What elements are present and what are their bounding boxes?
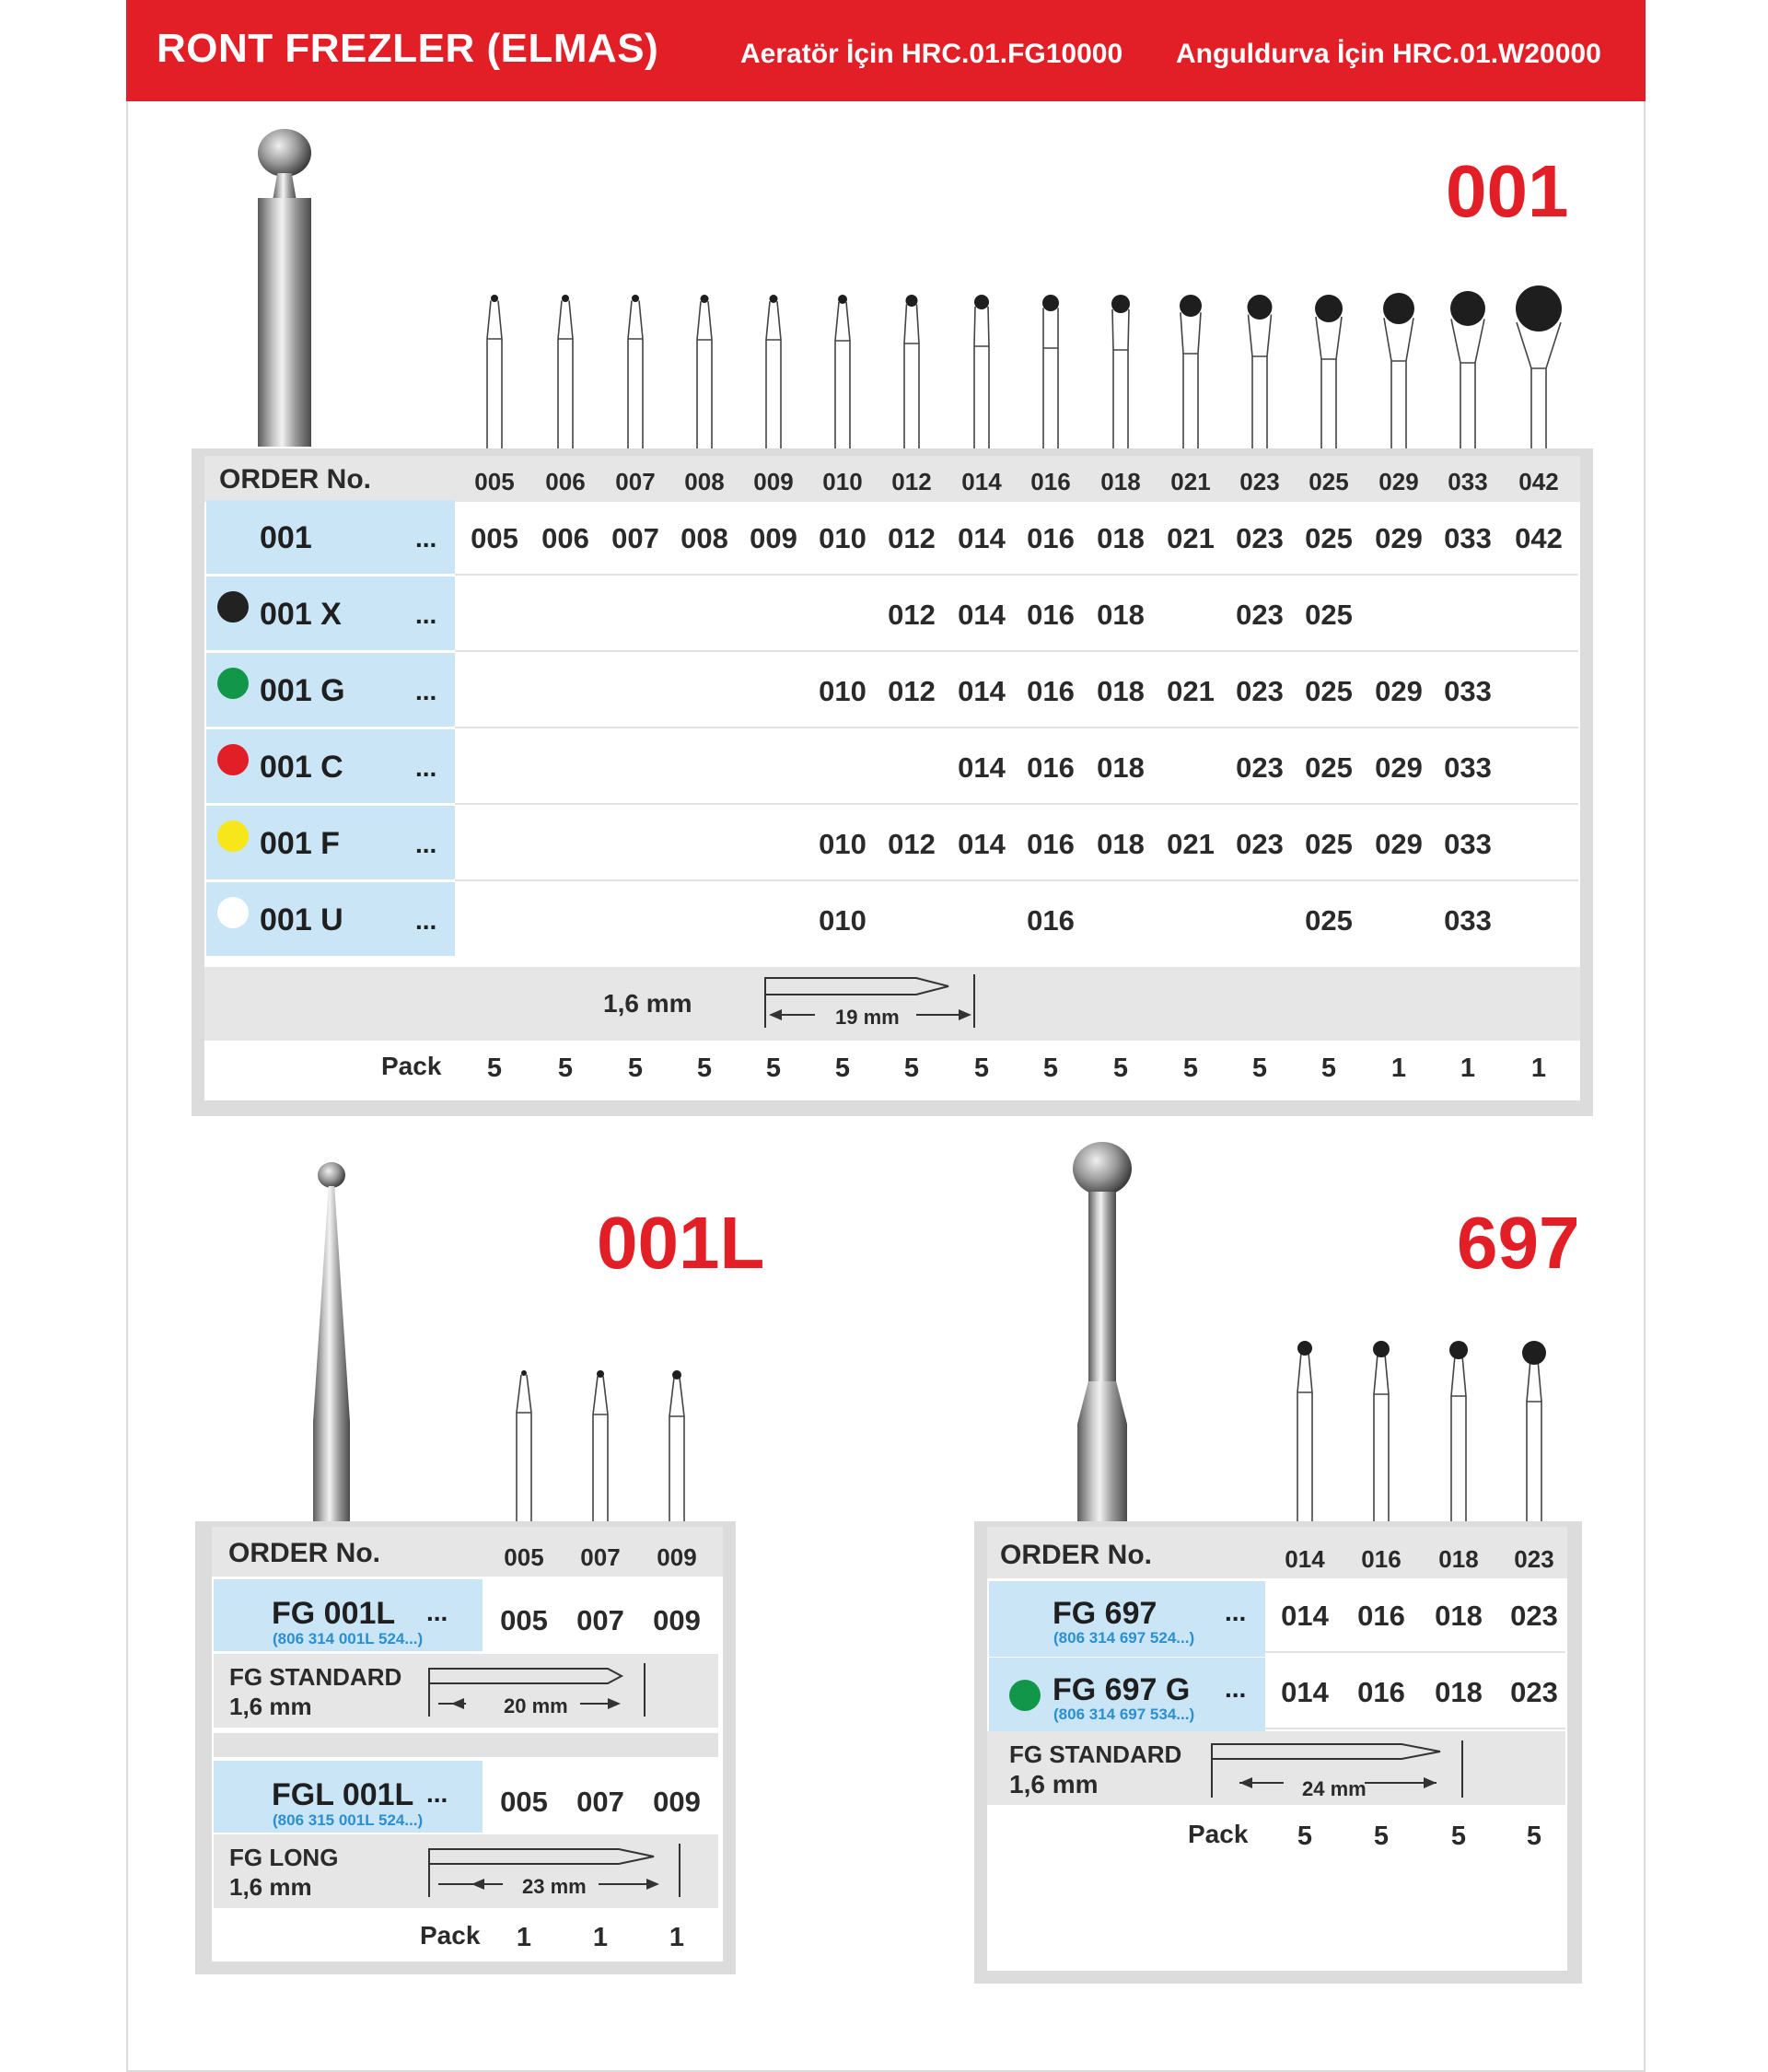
pack-label-697: Pack [1188, 1820, 1249, 1848]
pack-value: 1 [1460, 1053, 1476, 1083]
column-header: 007 [580, 1543, 621, 1571]
row-ref-code: (806 314 001L 524...) [273, 1630, 424, 1647]
color-dot-icon [217, 668, 249, 699]
pack-value: 1 [516, 1923, 532, 1952]
bur-ball [1248, 295, 1273, 320]
column-header: 008 [684, 468, 725, 495]
bur-ball [1373, 1341, 1390, 1357]
column-header: 033 [1448, 468, 1488, 495]
table-cell: 016 [1027, 904, 1075, 937]
row-divider [455, 727, 1578, 728]
color-dot-icon [217, 744, 249, 775]
pack-value: 5 [1320, 1053, 1337, 1083]
pack-value: 5 [903, 1053, 920, 1083]
bur-drawing-svg [945, 285, 1018, 458]
header-bar [126, 0, 1646, 101]
bur-drawing-svg [1497, 1332, 1571, 1538]
bur-drawing-svg [1014, 285, 1088, 458]
table-cell: 014 [1281, 1600, 1329, 1632]
bur-shank-image [1077, 1381, 1127, 1523]
table-cell: 012 [888, 675, 936, 707]
bur-drawing-svg [1422, 1332, 1495, 1538]
pack-value: 1 [1390, 1053, 1407, 1083]
table-cell: 018 [1097, 599, 1145, 631]
bur-drawing-svg [487, 1361, 561, 1538]
row-ref-code: (806 315 001L 524...) [273, 1811, 424, 1829]
table-cell: 010 [819, 828, 867, 860]
pack-value: 5 [1526, 1822, 1542, 1851]
table-cell: 016 [1357, 1676, 1405, 1708]
bur-length-fg: 20 mm [504, 1694, 568, 1717]
table-cell: 012 [888, 599, 936, 631]
table-cell: 016 [1027, 828, 1075, 860]
table-cell: 021 [1167, 522, 1215, 554]
bur-drawing-svg [668, 285, 741, 458]
row-name: 001 [260, 520, 312, 555]
row-more-dots: ... [1225, 1674, 1247, 1703]
pack-label-001: Pack [381, 1052, 442, 1080]
shank-diameter: 1,6 mm [603, 989, 692, 1018]
bur-ball [1449, 1341, 1468, 1359]
table-cell: 025 [1305, 599, 1353, 631]
pack-value: 5 [1297, 1822, 1313, 1851]
table-cell: 023 [1236, 522, 1284, 554]
row-name: 001 F [260, 826, 340, 861]
table-cell: 009 [750, 522, 797, 554]
table-cell: 025 [1305, 904, 1353, 937]
row-more-dots: ... [415, 600, 437, 629]
table-cell: 042 [1515, 522, 1563, 554]
column-header: 005 [504, 1543, 544, 1571]
row-divider [455, 803, 1578, 805]
bur-ball [562, 295, 569, 302]
bur-drawing-svg [1431, 282, 1505, 458]
table-cell: 016 [1027, 675, 1075, 707]
section-001-code: 001 [1446, 150, 1569, 232]
page-title: RONT FREZLER (ELMAS) [157, 26, 659, 71]
column-header: 005 [474, 468, 515, 495]
table-cell: 009 [653, 1604, 701, 1636]
bur-head-image [258, 129, 311, 177]
fg-long-label: FG LONG [229, 1844, 339, 1871]
angulduruva-code: Anguldurva İçin HRC.01.W20000 [1176, 39, 1601, 69]
column-header: 018 [1100, 468, 1141, 495]
fg-standard-label: FG STANDARD [229, 1663, 402, 1691]
table-cell: 014 [958, 751, 1006, 784]
table-001L-separator [214, 1733, 718, 1757]
column-header: 029 [1378, 468, 1419, 495]
bur-drawing-svg [1502, 276, 1576, 458]
bur-drawing-svg [1292, 285, 1366, 458]
bur-ball [1450, 291, 1485, 326]
bur-drawing-svg [806, 285, 879, 458]
row-name-fgl-001L: FGL 001L [272, 1777, 414, 1812]
table-cell: 007 [611, 522, 659, 554]
table-cell: 012 [888, 828, 936, 860]
table-cell: 018 [1097, 828, 1145, 860]
column-header: 014 [1285, 1545, 1325, 1573]
pack-value: 5 [834, 1053, 851, 1083]
table-cell: 014 [958, 522, 1006, 554]
table-cell: 010 [819, 904, 867, 937]
pack-value: 5 [973, 1053, 990, 1083]
table-cell: 007 [576, 1604, 624, 1636]
row-name: FG 697 G [1053, 1672, 1191, 1707]
table-cell: 023 [1510, 1676, 1558, 1708]
pack-value: 5 [627, 1053, 644, 1083]
row-more-dots: ... [426, 1598, 448, 1626]
bur-ball [1111, 295, 1130, 313]
table-cell: 029 [1375, 522, 1423, 554]
column-header: 006 [545, 468, 586, 495]
fg-standard-label: FG STANDARD [1009, 1740, 1182, 1768]
table-cell: 018 [1435, 1676, 1483, 1708]
bur-drawing-svg [564, 1361, 637, 1538]
table-cell: 033 [1444, 751, 1492, 784]
row-ref-code: (806 314 697 534...) [1053, 1705, 1195, 1723]
bur-drawing-svg [1362, 284, 1436, 458]
bur-drawing-svg [1344, 1332, 1418, 1538]
table-cell: 033 [1444, 828, 1492, 860]
column-header: 007 [615, 468, 656, 495]
row-divider [1265, 1651, 1565, 1653]
table-cell: 014 [958, 599, 1006, 631]
column-header: 012 [891, 468, 932, 495]
table-cell: 033 [1444, 675, 1492, 707]
bur-drawing-svg [599, 285, 672, 458]
row-ref-code: (806 314 697 524...) [1053, 1629, 1195, 1647]
bur-ball [906, 295, 918, 307]
column-header: 014 [961, 468, 1002, 495]
table-cell: 016 [1027, 599, 1075, 631]
order-no-label: ORDER No. [1000, 1540, 1152, 1570]
table-cell: 018 [1097, 675, 1145, 707]
table-cell: 023 [1510, 1600, 1558, 1632]
bur-drawing-svg [458, 285, 531, 458]
row-divider [455, 650, 1578, 652]
row-name: FG 697 [1053, 1596, 1157, 1631]
table-cell: 010 [819, 675, 867, 707]
fg-standard-shank: 1,6 mm [1009, 1770, 1099, 1798]
pack-value: 5 [1373, 1822, 1390, 1851]
row-name: 001 C [260, 750, 343, 785]
bur-ball [1383, 293, 1414, 324]
table-cell: 029 [1375, 751, 1423, 784]
table-cell: 005 [500, 1604, 548, 1636]
table-cell: 010 [819, 522, 867, 554]
column-header: 010 [822, 468, 863, 495]
table-cell: 012 [888, 522, 936, 554]
column-header: 023 [1514, 1545, 1554, 1573]
row-name-fg-001L: FG 001L [272, 1596, 396, 1631]
pack-value: 5 [486, 1053, 503, 1083]
bur-ball [521, 1370, 527, 1376]
bur-drawing-svg [1268, 1332, 1342, 1538]
order-no-label: ORDER No. [219, 464, 371, 495]
row-divider [1265, 1728, 1565, 1729]
section-001L-code: 001L [597, 1202, 765, 1284]
bur-drawing-svg [529, 285, 602, 458]
bur-drawing-svg [1154, 285, 1227, 458]
table-cell: 018 [1097, 522, 1145, 554]
bur-ball [838, 295, 847, 304]
row-name: 001 X [260, 597, 342, 632]
color-dot-icon [217, 591, 249, 623]
bur-ball [491, 295, 498, 302]
pack-value: 5 [1042, 1053, 1059, 1083]
column-header: 021 [1170, 468, 1211, 495]
bur-ball [770, 295, 778, 303]
bur-ball [1522, 1341, 1546, 1365]
table-cell: 007 [576, 1786, 624, 1818]
row-name: 001 G [260, 673, 345, 708]
pack-value: 1 [592, 1923, 609, 1952]
table-cell: 023 [1236, 599, 1284, 631]
column-header: 023 [1239, 468, 1280, 495]
table-cell: 005 [471, 522, 518, 554]
table-cell: 021 [1167, 828, 1215, 860]
table-cell: 006 [541, 522, 589, 554]
bur-ball [1315, 295, 1343, 322]
table-cell: 009 [653, 1786, 701, 1818]
table-cell: 016 [1027, 751, 1075, 784]
row-more-dots: ... [1225, 1598, 1247, 1626]
table-cell: 014 [958, 828, 1006, 860]
pack-value: 5 [557, 1053, 574, 1083]
pack-value: 1 [669, 1923, 685, 1952]
row-more-dots: ... [415, 753, 437, 782]
table-cell: 033 [1444, 904, 1492, 937]
table-cell: 016 [1357, 1600, 1405, 1632]
table-cell: 021 [1167, 675, 1215, 707]
pack-value: 5 [1251, 1053, 1268, 1083]
row-name: 001 U [260, 902, 343, 937]
order-no-label: ORDER No. [228, 1538, 380, 1568]
table-cell: 023 [1236, 828, 1284, 860]
bur-ball [1042, 295, 1059, 311]
bur-shank-image [313, 1420, 350, 1521]
pack-value: 5 [1112, 1053, 1129, 1083]
pack-value: 5 [696, 1053, 713, 1083]
column-header: 016 [1030, 468, 1071, 495]
table-cell: 025 [1305, 828, 1353, 860]
table-cell: 029 [1375, 828, 1423, 860]
bur-ball [1516, 285, 1562, 332]
color-dot-icon [1009, 1680, 1041, 1711]
column-header: 042 [1518, 468, 1559, 495]
bur-length-697: 24 mm [1302, 1777, 1367, 1800]
bur-drawing-svg [640, 1361, 714, 1538]
bur-ball [1297, 1341, 1312, 1356]
bur-drawing-svg [1223, 285, 1297, 458]
table-cell: 008 [680, 522, 728, 554]
aerator-code: Aeratör İçin HRC.01.FG10000 [740, 39, 1123, 69]
row-divider [455, 574, 1578, 576]
bur-ball [597, 1370, 604, 1378]
bur-ball [672, 1370, 681, 1379]
bur-drawing-svg [737, 285, 810, 458]
column-header: 025 [1309, 468, 1349, 495]
table-cell: 018 [1097, 751, 1145, 784]
table-cell: 025 [1305, 675, 1353, 707]
fg-long-shank: 1,6 mm [229, 1873, 312, 1901]
bur-ball [701, 295, 709, 303]
bur-head-image [318, 1162, 345, 1188]
table-cell: 014 [958, 675, 1006, 707]
bur-ball [632, 295, 639, 302]
table-cell: 023 [1236, 751, 1284, 784]
fg-standard-shank: 1,6 mm [229, 1693, 312, 1720]
pack-label-001L: Pack [420, 1921, 481, 1950]
column-header: 009 [753, 468, 794, 495]
bur-length-001: 19 mm [835, 1006, 900, 1029]
row-more-dots: ... [415, 906, 437, 935]
pack-value: 1 [1530, 1053, 1547, 1083]
table-cell: 014 [1281, 1676, 1329, 1708]
table-cell: 018 [1435, 1600, 1483, 1632]
table-cell: 029 [1375, 675, 1423, 707]
table-cell: 005 [500, 1786, 548, 1818]
table-cell: 016 [1027, 522, 1075, 554]
table-cell: 025 [1305, 522, 1353, 554]
bur-ball [974, 295, 989, 309]
row-more-dots: ... [426, 1779, 448, 1808]
bur-neck-image [1088, 1192, 1116, 1413]
color-dot-icon [217, 897, 249, 928]
table-cell: 025 [1305, 751, 1353, 784]
pack-value: 5 [765, 1053, 782, 1083]
bur-shank-image [258, 198, 311, 447]
row-divider [455, 879, 1578, 881]
bur-length-fgl: 23 mm [522, 1875, 587, 1898]
row-more-dots: ... [415, 677, 437, 705]
bur-ball [1180, 295, 1202, 317]
row-more-dots: ... [415, 524, 437, 553]
pack-value: 5 [1450, 1822, 1467, 1851]
pack-value: 5 [1182, 1053, 1199, 1083]
bur-drawing-svg [875, 285, 948, 458]
section-697-code: 697 [1457, 1202, 1580, 1284]
row-more-dots: ... [415, 830, 437, 858]
column-header: 018 [1438, 1545, 1479, 1573]
color-dot-icon [217, 821, 249, 852]
table-cell: 023 [1236, 675, 1284, 707]
bur-head-image [1073, 1142, 1132, 1195]
column-header: 016 [1361, 1545, 1402, 1573]
bur-drawing-svg [1084, 285, 1157, 458]
column-header: 009 [657, 1543, 697, 1571]
table-cell: 033 [1444, 522, 1492, 554]
